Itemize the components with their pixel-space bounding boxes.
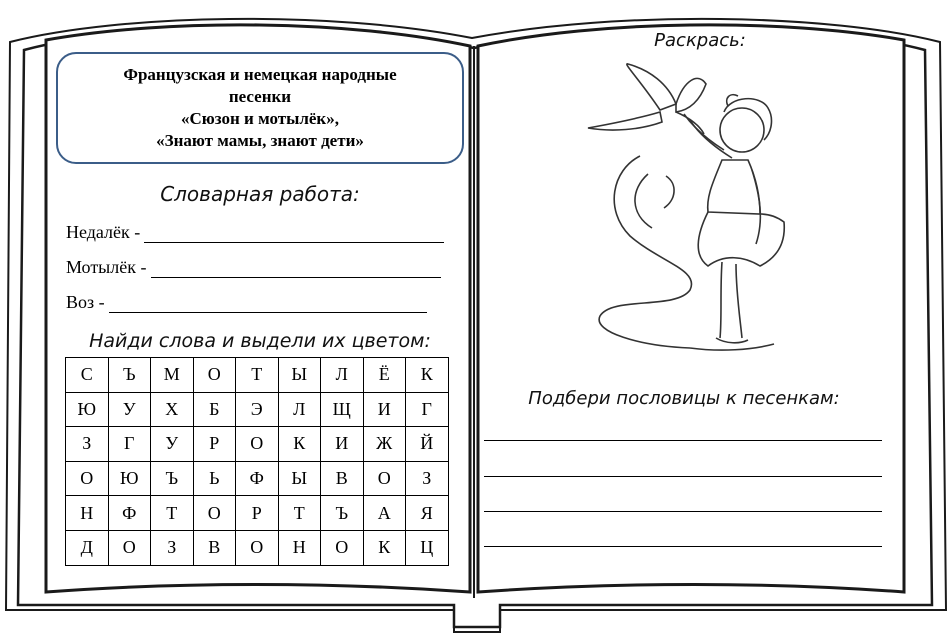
wordsearch-cell[interactable]: И	[321, 427, 364, 462]
wordsearch-cell[interactable]: Л	[278, 392, 321, 427]
vocab-heading: Словарная работа:	[160, 182, 360, 206]
wordsearch-cell[interactable]: Щ	[321, 392, 364, 427]
proverb-answer-line[interactable]	[484, 476, 882, 477]
wordsearch-cell[interactable]: К	[363, 530, 406, 565]
wordsearch-cell[interactable]: Т	[236, 358, 279, 393]
wordsearch-grid	[65, 357, 449, 566]
wordsearch-cell[interactable]: Т	[151, 496, 194, 531]
wordsearch-cell[interactable]: Ы	[278, 461, 321, 496]
wordsearch-cell[interactable]: Б	[193, 392, 236, 427]
wordsearch-cell[interactable]: Т	[278, 496, 321, 531]
wordsearch-cell[interactable]: З	[406, 461, 449, 496]
wordsearch-row	[66, 358, 449, 393]
wordsearch-cell[interactable]: Ю	[108, 461, 151, 496]
wordsearch-heading: Найди слова и выдели их цветом:	[89, 330, 431, 352]
proverbs-heading: Подбери пословицы к песенкам:	[528, 388, 840, 409]
vocab-row-motylek	[66, 257, 441, 278]
wordsearch-cell[interactable]: Ф	[108, 496, 151, 531]
wordsearch-cell[interactable]: З	[66, 427, 109, 462]
vocab-label: Мотылёк -	[66, 257, 147, 277]
wordsearch-cell[interactable]: И	[363, 392, 406, 427]
wordsearch-cell[interactable]: В	[193, 530, 236, 565]
wordsearch-cell[interactable]: Д	[66, 530, 109, 565]
wordsearch-cell[interactable]: Ю	[66, 392, 109, 427]
wordsearch-cell[interactable]: Н	[278, 530, 321, 565]
wordsearch-cell[interactable]: О	[363, 461, 406, 496]
wordsearch-cell[interactable]: А	[363, 496, 406, 531]
wordsearch-cell[interactable]: З	[151, 530, 194, 565]
coloring-heading: Раскрась:	[654, 30, 746, 51]
wordsearch-cell[interactable]: Ф	[236, 461, 279, 496]
wordsearch-cell[interactable]: Ц	[406, 530, 449, 565]
vocab-row-nedalek	[66, 222, 444, 243]
wordsearch-cell[interactable]: Р	[193, 427, 236, 462]
wordsearch-cell[interactable]: Я	[406, 496, 449, 531]
wordsearch-cell[interactable]: Н	[66, 496, 109, 531]
wordsearch-row	[66, 530, 449, 565]
wordsearch-cell[interactable]: Ъ	[321, 496, 364, 531]
wordsearch-cell[interactable]: Г	[406, 392, 449, 427]
title-line: «Сюзон и мотылёк»,	[181, 109, 339, 128]
proverb-answer-line[interactable]	[484, 546, 882, 547]
wordsearch-cell[interactable]: О	[193, 496, 236, 531]
wordsearch-cell[interactable]: В	[321, 461, 364, 496]
vocab-label: Воз -	[66, 292, 105, 312]
wordsearch-cell[interactable]: Ъ	[151, 461, 194, 496]
wordsearch-cell[interactable]: У	[108, 392, 151, 427]
vocab-answer-line[interactable]	[151, 259, 441, 278]
lesson-title-box	[56, 52, 464, 164]
wordsearch-cell[interactable]: Ъ	[108, 358, 151, 393]
wordsearch-cell[interactable]: О	[193, 358, 236, 393]
wordsearch-cell[interactable]: О	[236, 427, 279, 462]
wordsearch-cell[interactable]: М	[151, 358, 194, 393]
wordsearch-cell[interactable]: Х	[151, 392, 194, 427]
wordsearch-cell[interactable]: О	[108, 530, 151, 565]
wordsearch-cell[interactable]: Ё	[363, 358, 406, 393]
title-line: Французская и немецкая народные	[123, 65, 397, 84]
wordsearch-cell[interactable]: Г	[108, 427, 151, 462]
wordsearch-cell[interactable]: О	[66, 461, 109, 496]
wordsearch-cell[interactable]: Р	[236, 496, 279, 531]
proverb-answer-line[interactable]	[484, 511, 882, 512]
vocab-label: Недалёк -	[66, 222, 141, 242]
wordsearch-row	[66, 496, 449, 531]
wordsearch-cell[interactable]: Ы	[278, 358, 321, 393]
vocab-answer-line[interactable]	[109, 294, 427, 313]
proverb-answer-line[interactable]	[484, 440, 882, 441]
wordsearch-cell[interactable]: У	[151, 427, 194, 462]
wordsearch-cell[interactable]: К	[278, 427, 321, 462]
wordsearch-cell[interactable]: О	[236, 530, 279, 565]
wordsearch-row	[66, 392, 449, 427]
wordsearch-cell[interactable]: К	[406, 358, 449, 393]
title-line: «Знают мамы, знают дети»	[156, 131, 364, 150]
wordsearch-cell[interactable]: Э	[236, 392, 279, 427]
wordsearch-cell[interactable]: Ь	[193, 461, 236, 496]
wordsearch-row	[66, 427, 449, 462]
wordsearch-cell[interactable]: Ж	[363, 427, 406, 462]
wordsearch-cell[interactable]: Й	[406, 427, 449, 462]
title-line: песенки	[228, 87, 292, 106]
wordsearch-cell[interactable]: Л	[321, 358, 364, 393]
wordsearch-cell[interactable]: О	[321, 530, 364, 565]
vocab-answer-line[interactable]	[144, 224, 444, 243]
wordsearch-row	[66, 461, 449, 496]
wordsearch-cell[interactable]: С	[66, 358, 109, 393]
vocab-row-voz	[66, 292, 427, 313]
